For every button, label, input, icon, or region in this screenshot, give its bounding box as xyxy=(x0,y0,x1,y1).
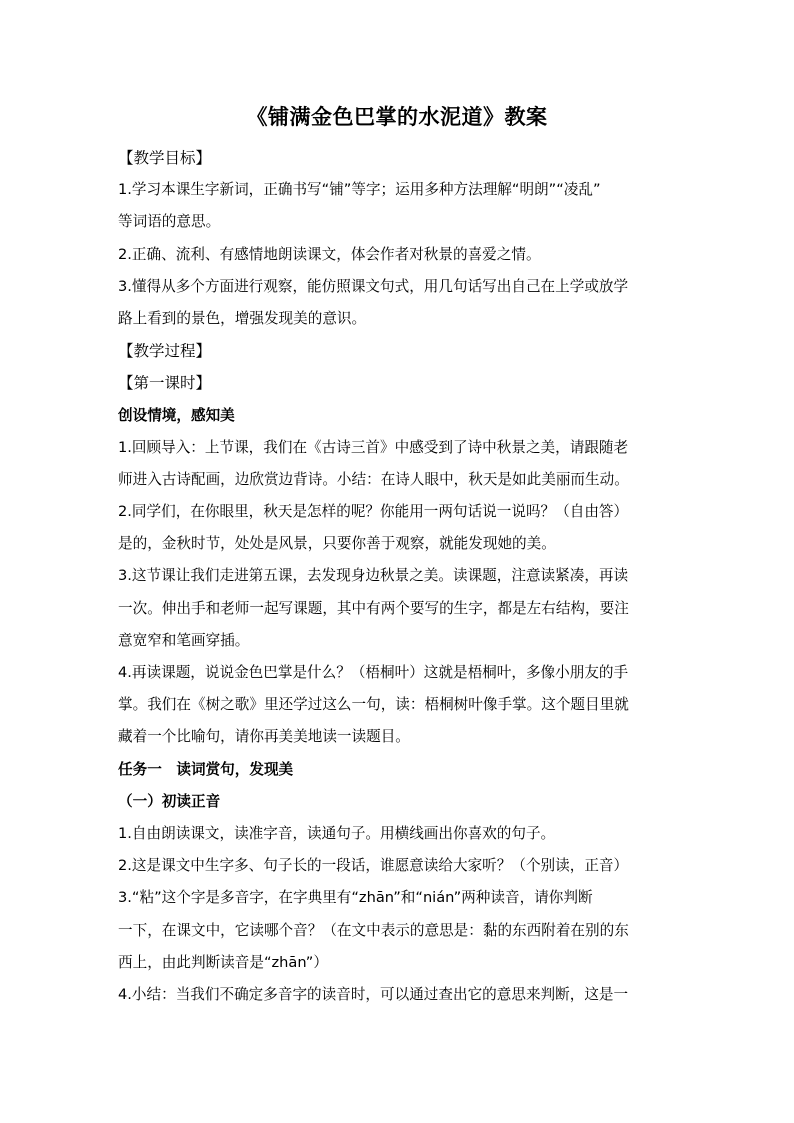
subsection-heading: （一）初读正音 xyxy=(118,792,221,810)
body-line: 3.“粘”这个字是多音字，在字典里有“zhān”和“nián”两种读音，请你判断 xyxy=(118,889,593,907)
body-line: 3.懂得从多个方面进行观察，能仿照课文句式，用几句话写出自己在上学或放学 xyxy=(118,277,629,295)
section-heading: 【第一课时】 xyxy=(118,374,212,393)
body-line: 西上，由此判断读音是“zhān”） xyxy=(118,953,328,971)
body-line: 掌。我们在《树之歌》里还学过这么一句，读：梧桐树叶像手掌。这个题目里就 xyxy=(118,696,629,714)
document-title: 《铺满金色巴掌的水泥道》教案 xyxy=(246,105,548,129)
body-line: 一次。伸出手和老师一起写课题，其中有两个要写的生字，都是左右结构，要注 xyxy=(118,599,629,617)
body-line: 3.这节课让我们走进第五课，去发现身边秋景之美。读课题，注意读紧凑，再读 xyxy=(118,567,629,585)
body-line: 1.学习本课生字新词，正确书写“铺”等字；运用多种方法理解“明朗”“凌乱” xyxy=(118,181,601,199)
body-line: 师进入古诗配画，边欣赏边背诗。小结：在诗人眼中，秋天是如此美丽而生动。 xyxy=(118,470,629,488)
body-line: 路上看到的景色，增强发现美的意识。 xyxy=(118,309,367,327)
body-line: 藏着一个比喻句，请你再美美地读一读题目。 xyxy=(118,728,410,746)
subsection-heading: 任务一 读词赏句，发现美 xyxy=(118,760,294,778)
body-line: 2.同学们，在你眼里，秋天是怎样的呢？你能用一两句话说一说吗？（自由答） xyxy=(118,503,629,521)
section-heading: 【教学过程】 xyxy=(118,342,212,361)
body-line: 一下，在课文中，它读哪个音？（在文中表示的意思是：黏的东西附着在别的东 xyxy=(118,921,629,939)
document-body xyxy=(118,142,678,1011)
body-line: 4.小结：当我们不确定多音字的读音时，可以通过查出它的意思来判断，这是一 xyxy=(118,985,629,1003)
subsection-heading: 创设情境，感知美 xyxy=(118,406,235,424)
body-line: 1.回顾导入：上节课，我们在《古诗三首》中感受到了诗中秋景之美，请跟随老 xyxy=(118,438,629,456)
body-line: 2.这是课文中生字多、句子长的一段话，谁愿意读给大家听？（个别读，正音） xyxy=(118,857,629,875)
body-line: 4.再读课题，说说金色巴掌是什么？（梧桐叶）这就是梧桐叶，多像小朋友的手 xyxy=(118,664,629,681)
section-heading: 【教学目标】 xyxy=(118,149,212,167)
body-line: 等词语的意思。 xyxy=(118,213,221,231)
body-line: 2.正确、流利、有感情地朗读课文，体会作者对秋景的喜爱之情。 xyxy=(118,245,541,263)
body-line: 1.自由朗读课文，读准字音，读通句子。用横线画出你喜欢的句子。 xyxy=(118,824,556,842)
body-line: 意宽窄和笔画穿插。 xyxy=(118,631,250,649)
body-line: 是的，金秋时节，处处是风景，只要你善于观察，就能发现她的美。 xyxy=(118,535,556,553)
